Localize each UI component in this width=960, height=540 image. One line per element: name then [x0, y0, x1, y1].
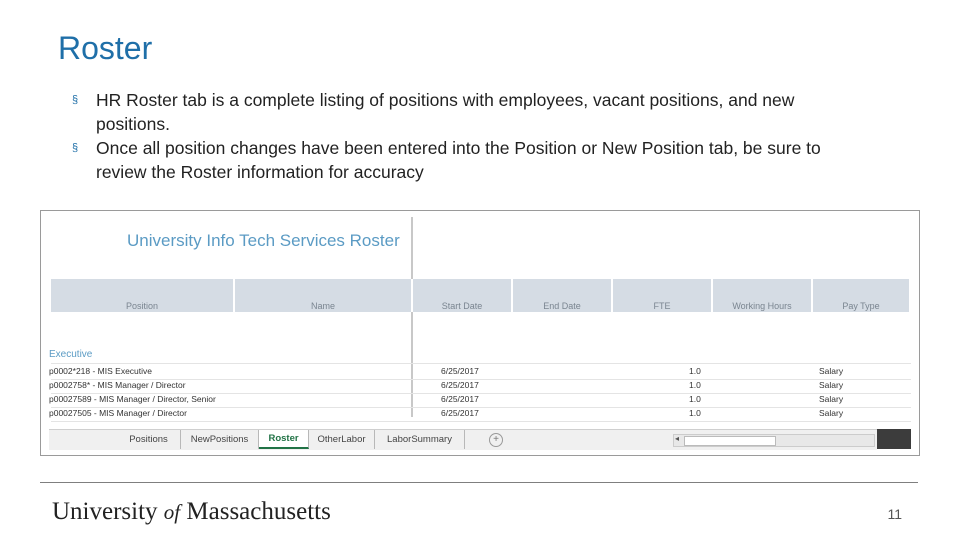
window-edge: [877, 429, 911, 449]
university-logo: [52, 498, 331, 526]
spreadsheet-screenshot: [40, 210, 920, 456]
table-row: [49, 407, 911, 421]
horizontal-scrollbar[interactable]: [673, 434, 875, 447]
slide-title: Roster: [58, 30, 153, 66]
cell-fte: 1.0: [689, 380, 701, 390]
sheet-tab-bar: [49, 429, 877, 450]
footer-divider: [40, 482, 918, 483]
table-row: [49, 365, 911, 379]
cell-fte: 1.0: [689, 408, 701, 418]
tab-roster[interactable]: Roster: [259, 430, 309, 449]
page-number: 11: [887, 506, 902, 522]
gridline: [51, 421, 911, 422]
table-header: [51, 279, 911, 312]
bullet-list: [72, 88, 872, 184]
tab-other-labor[interactable]: OtherLabor: [309, 430, 375, 449]
cell-pay-type: Salary: [819, 366, 844, 376]
header-end-date: End Date: [513, 279, 613, 312]
section-label: Executive: [49, 349, 93, 360]
cell-position: p00027505 - MIS Manager / Director: [49, 408, 187, 418]
header-working-hours: Working Hours: [713, 279, 813, 312]
header-pay-type: Pay Type: [813, 279, 911, 312]
cell-position: p0002758* - MIS Manager / Director: [49, 380, 186, 390]
header-fte: FTE: [613, 279, 713, 312]
cell-fte: 1.0: [689, 394, 701, 404]
cell-start-date: 6/25/2017: [441, 380, 479, 390]
cell-position: p0002*218 - MIS Executive: [49, 366, 153, 376]
header-name: Name: [235, 279, 413, 312]
bullet-marker: §: [72, 142, 79, 154]
cell-position: p00027589 - MIS Manager / Director, Senior: [49, 394, 216, 404]
header-start-date: Start Date: [413, 279, 513, 312]
logo-text-massachusetts: Massachusetts: [180, 498, 331, 525]
tab-positions[interactable]: Positions: [117, 430, 181, 449]
add-sheet-icon[interactable]: +: [489, 433, 503, 447]
table-row: [49, 379, 911, 393]
logo-text-of: of: [163, 500, 181, 524]
logo-text-university: University: [52, 498, 164, 525]
bullet-marker: §: [72, 94, 79, 106]
cell-pay-type: Salary: [819, 408, 844, 418]
cell-start-date: 6/25/2017: [441, 408, 479, 418]
cell-pay-type: Salary: [819, 394, 844, 404]
tab-new-positions[interactable]: NewPositions: [181, 430, 259, 449]
scroll-left-icon[interactable]: ◂: [675, 434, 680, 443]
cell-fte: 1.0: [689, 366, 701, 376]
roster-title: University Info Tech Services Roster: [127, 231, 400, 250]
bullet-item: [72, 88, 872, 136]
bullet-text: HR Roster tab is a complete listing of positions with employees, vacant positions, and new positions.: [96, 90, 795, 134]
scrollbar-thumb[interactable]: [684, 436, 776, 446]
bullet-text: Once all position changes have been entered into the Position or New Position tab, be sure to review the Roster information for accuracy: [96, 138, 821, 182]
cell-start-date: 6/25/2017: [441, 394, 479, 404]
tab-labor-summary[interactable]: LaborSummary: [375, 430, 465, 449]
gridline: [51, 363, 911, 364]
cell-pay-type: Salary: [819, 380, 844, 390]
spreadsheet-area: [49, 217, 911, 449]
bullet-item: [72, 136, 872, 184]
cell-start-date: 6/25/2017: [441, 366, 479, 376]
table-row: [49, 393, 911, 407]
header-position: Position: [51, 279, 235, 312]
